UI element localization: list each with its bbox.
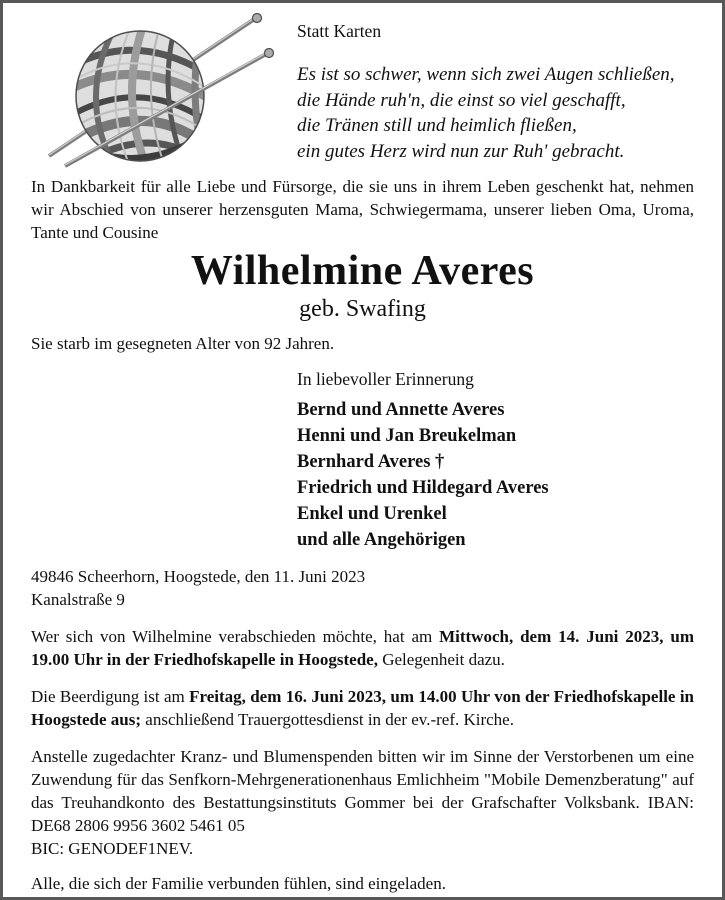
statt-karten-note: Statt Karten bbox=[297, 21, 382, 41]
mourner-line: Bernhard Averes † bbox=[297, 452, 445, 472]
poem-line: ein gutes Herz wird nun zur Ruh' gebracht. bbox=[297, 140, 625, 162]
mourner-line: Bernd und Annette Averes bbox=[297, 400, 505, 420]
remembrance-heading: In liebevoller Erinnerung bbox=[297, 369, 474, 389]
burial-text: Die Beerdigung ist am bbox=[31, 687, 190, 706]
address-block bbox=[31, 565, 694, 611]
mourners-list bbox=[297, 397, 694, 553]
donation-paragraph bbox=[31, 745, 694, 860]
farewell-text: Wer sich von Wilhelmine verabschieden möchte, hat am bbox=[31, 627, 440, 646]
notice-header bbox=[31, 3, 694, 167]
street-line: Kanalstraße 9 bbox=[31, 590, 125, 609]
age-line: Sie starb im gesegneten Alter von 92 Jahren. bbox=[31, 334, 335, 353]
closing-line: Alle, die sich der Familie verbunden fühlen, sind eingeladen. bbox=[31, 874, 446, 893]
mourner-line: und alle Angehörigen bbox=[297, 530, 466, 550]
burial-text-end: anschließend Trauergottesdienst in der ev.-ref. Kirche. bbox=[141, 710, 514, 729]
mourner-line: Henni und Jan Breukelman bbox=[297, 426, 517, 446]
farewell-text-end: Gelegenheit dazu. bbox=[377, 650, 505, 669]
burial-paragraph bbox=[31, 685, 694, 731]
bic-line: BIC: GENODEF1NEV. bbox=[31, 839, 194, 858]
farewell-paragraph bbox=[31, 625, 694, 671]
birth-name: geb. Swafing bbox=[299, 296, 426, 322]
memorial-poem bbox=[297, 62, 694, 164]
place-date-line: 49846 Scheerhorn, Hoogstede, den 11. Juni 2023 bbox=[31, 567, 366, 586]
burial-date-bold: Freitag, dem 16. Juni 2023, um 14.00 Uhr von der Friedhofskapelle in Hoogstede aus; bbox=[31, 687, 694, 729]
donation-text: Anstelle zugedachter Kranz- und Blumenspenden bitten wir im Sinne der Verstorbenen um eine Zuwendung für das Senfkorn-Mehrgenerationenhaus Emlichheim "Mobile Demenzberatung" auf das Treuhandkonto des Bestattungsinstituts Gommer bei der Grafschafter Volksbank. IBAN: DE68 2806 9956 3602 5461 05 bbox=[31, 747, 694, 835]
mourner-line: Enkel und Urenkel bbox=[297, 504, 447, 524]
deceased-name: Wilhelmine Averes bbox=[190, 248, 535, 294]
farewell-date-bold: Mittwoch, dem 14. Juni 2023, um 19.00 Uhr in der Friedhofskapelle in Hoogstede, bbox=[31, 627, 694, 669]
yarn-ball-knitting-needles-icon bbox=[41, 9, 281, 169]
intro-paragraph: In Dankbarkeit für alle Liebe und Fürsorge, die sie uns in ihrem Leben geschenkt hat, nehmen wir Abschied von unserer herzensguten Mama, Schwiegermama, unserer lieben Oma, Uroma, Tante und Cousine bbox=[31, 177, 694, 242]
poem-line: die Hände ruh'n, die einst so viel geschafft, bbox=[297, 89, 626, 111]
poem-line: Es ist so schwer, wenn sich zwei Augen schließen, bbox=[297, 64, 675, 85]
poem-line: die Tränen still und heimlich fließen, bbox=[297, 115, 577, 136]
mourner-line: Friedrich und Hildegard Averes bbox=[297, 478, 549, 498]
